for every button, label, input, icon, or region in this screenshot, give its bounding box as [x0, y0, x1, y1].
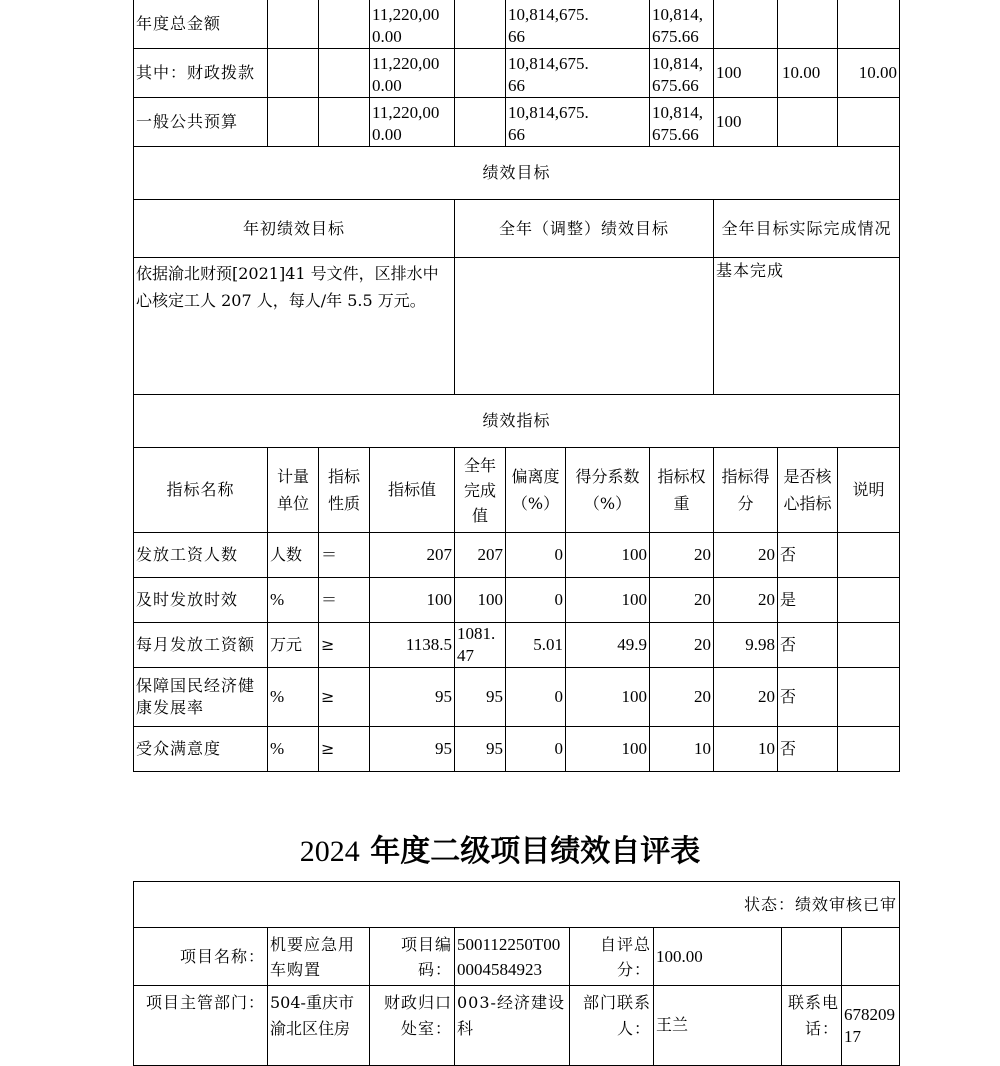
indicator-core: 否 [778, 533, 838, 578]
indicator-deviation: 0 [506, 727, 566, 772]
funds-executed: 10,814,675.66 [650, 49, 714, 98]
indicator-core: 否 [778, 668, 838, 727]
indicator-coefficient: 49.9 [566, 623, 650, 668]
funds-adjusted: 10,814,675.66 [506, 49, 650, 98]
indicator-name: 受众满意度 [134, 727, 268, 772]
indicator-header: 指标权重 [650, 448, 714, 533]
project-name-label: 项目名称： [134, 928, 268, 986]
indicator-header: 是否核心指标 [778, 448, 838, 533]
funds-score [838, 98, 900, 147]
goals-initial-header: 年初绩效目标 [134, 200, 455, 258]
phone-value: 67820917 [842, 986, 900, 1066]
indicator-weight: 20 [650, 578, 714, 623]
indicator-nature: ≥ [319, 623, 370, 668]
funds-adjusted: 10,814,675.66 [506, 98, 650, 147]
funds-score: 10.00 [838, 49, 900, 98]
indicator-deviation: 0 [506, 578, 566, 623]
indicator-weight: 20 [650, 533, 714, 578]
indicator-done: 1081.47 [455, 623, 506, 668]
phone-label: 联系电话： [782, 986, 842, 1066]
status-text: 状态：绩效审核已审 [134, 882, 900, 928]
finance-label: 财政归口处室： [370, 986, 455, 1066]
indicator-header: 说明 [838, 448, 900, 533]
indicator-note [838, 623, 900, 668]
indicator-core: 否 [778, 727, 838, 772]
goals-initial-text: 依据渝北财预[2021]41 号文件，区排水中心核定工人 207 人，每人/年 5.5 万元。 [134, 258, 455, 395]
indicator-done: 95 [455, 668, 506, 727]
indicator-nature: ≥ [319, 727, 370, 772]
indicator-row [134, 623, 900, 668]
project-code: 500112250T000004584923 [455, 928, 570, 986]
funds-weight [778, 98, 838, 147]
funds-weight [778, 0, 838, 49]
finance-value: 003-经济建设科 [455, 986, 570, 1066]
self-score-label: 自评总分： [570, 928, 654, 986]
indicator-row [134, 533, 900, 578]
indicator-score: 20 [714, 668, 778, 727]
indicator-deviation: 0 [506, 533, 566, 578]
funds-row [134, 0, 900, 49]
indicator-value: 95 [370, 727, 455, 772]
funds-budget: 11,220,000.00 [370, 0, 455, 49]
goals-adjusted-text [455, 258, 714, 395]
indicator-header: 得分系数（%） [566, 448, 650, 533]
goals-actual-header: 全年目标实际完成情况 [714, 200, 900, 258]
indicator-header: 指标值 [370, 448, 455, 533]
indicator-header: 偏离度（%） [506, 448, 566, 533]
indicator-unit: 万元 [268, 623, 319, 668]
indicator-header: 指标得分 [714, 448, 778, 533]
indicator-name: 每月发放工资额 [134, 623, 268, 668]
funds-adjusted: 10,814,675.66 [506, 0, 650, 49]
indicator-name: 保障国民经济健康发展率 [134, 668, 268, 727]
indicator-core: 否 [778, 623, 838, 668]
indicator-deviation: 5.01 [506, 623, 566, 668]
indicator-value: 100 [370, 578, 455, 623]
funds-executed: 10,814,675.66 [650, 98, 714, 147]
contact-label: 部门联系人： [570, 986, 654, 1066]
funds-label: 一般公共预算 [134, 98, 268, 147]
dept-label: 项目主管部门： [134, 986, 268, 1066]
indicator-unit: 人数 [268, 533, 319, 578]
indicator-unit: % [268, 578, 319, 623]
indicator-coefficient: 100 [566, 533, 650, 578]
indicator-note [838, 668, 900, 727]
indicator-weight: 10 [650, 727, 714, 772]
indicator-weight: 20 [650, 623, 714, 668]
indicator-deviation: 0 [506, 668, 566, 727]
indicator-note [838, 578, 900, 623]
performance-table [133, 0, 900, 772]
indicator-header: 指标性质 [319, 448, 370, 533]
indicator-header: 全年完成值 [455, 448, 506, 533]
funds-label: 其中：财政拨款 [134, 49, 268, 98]
second-project-table [133, 881, 900, 1066]
funds-row [134, 49, 900, 98]
indicator-row [134, 578, 900, 623]
indicator-name: 发放工资人数 [134, 533, 268, 578]
funds-budget: 11,220,000.00 [370, 98, 455, 147]
indicator-header: 计量单位 [268, 448, 319, 533]
indicator-header: 指标名称 [134, 448, 268, 533]
funds-rate: 100 [714, 98, 778, 147]
indicator-score: 10 [714, 727, 778, 772]
dept-value: 504-重庆市渝北区住房 [268, 986, 370, 1066]
project-code-label: 项目编码： [370, 928, 455, 986]
indicator-nature: ＝ [319, 533, 370, 578]
project-name: 机要应急用车购置 [268, 928, 370, 986]
funds-row [134, 98, 900, 147]
document-title [0, 826, 1000, 870]
indicator-coefficient: 100 [566, 727, 650, 772]
goals-actual-text: 基本完成 [714, 258, 900, 395]
indicator-note [838, 533, 900, 578]
indicator-coefficient: 100 [566, 578, 650, 623]
indicator-score: 9.98 [714, 623, 778, 668]
indicators-section-title: 绩效指标 [134, 395, 900, 448]
indicator-unit: % [268, 668, 319, 727]
indicator-nature: ≥ [319, 668, 370, 727]
funds-label: 年度总金额 [134, 0, 268, 49]
funds-score [838, 0, 900, 49]
goals-section-title: 绩效目标 [134, 147, 900, 200]
indicator-name: 及时发放时效 [134, 578, 268, 623]
indicator-nature: ＝ [319, 578, 370, 623]
funds-rate [714, 0, 778, 49]
indicator-weight: 20 [650, 668, 714, 727]
funds-rate: 100 [714, 49, 778, 98]
funds-executed: 10,814,675.66 [650, 0, 714, 49]
indicator-done: 207 [455, 533, 506, 578]
funds-budget: 11,220,000.00 [370, 49, 455, 98]
title-year: 2024 [299, 835, 360, 868]
indicator-coefficient: 100 [566, 668, 650, 727]
indicator-value: 1138.5 [370, 623, 455, 668]
title-text: 年度二级项目绩效自评表 [359, 834, 701, 869]
indicator-value: 95 [370, 668, 455, 727]
indicator-value: 207 [370, 533, 455, 578]
indicator-unit: % [268, 727, 319, 772]
indicator-done: 100 [455, 578, 506, 623]
goals-adjusted-header: 全年（调整）绩效目标 [455, 200, 714, 258]
contact-value: 王兰 [654, 986, 782, 1066]
indicator-row [134, 727, 900, 772]
indicator-done: 95 [455, 727, 506, 772]
indicator-score: 20 [714, 578, 778, 623]
indicator-score: 20 [714, 533, 778, 578]
indicator-note [838, 727, 900, 772]
self-score: 100.00 [654, 928, 782, 986]
indicator-core: 是 [778, 578, 838, 623]
indicator-row [134, 668, 900, 727]
funds-weight: 10.00 [778, 49, 838, 98]
